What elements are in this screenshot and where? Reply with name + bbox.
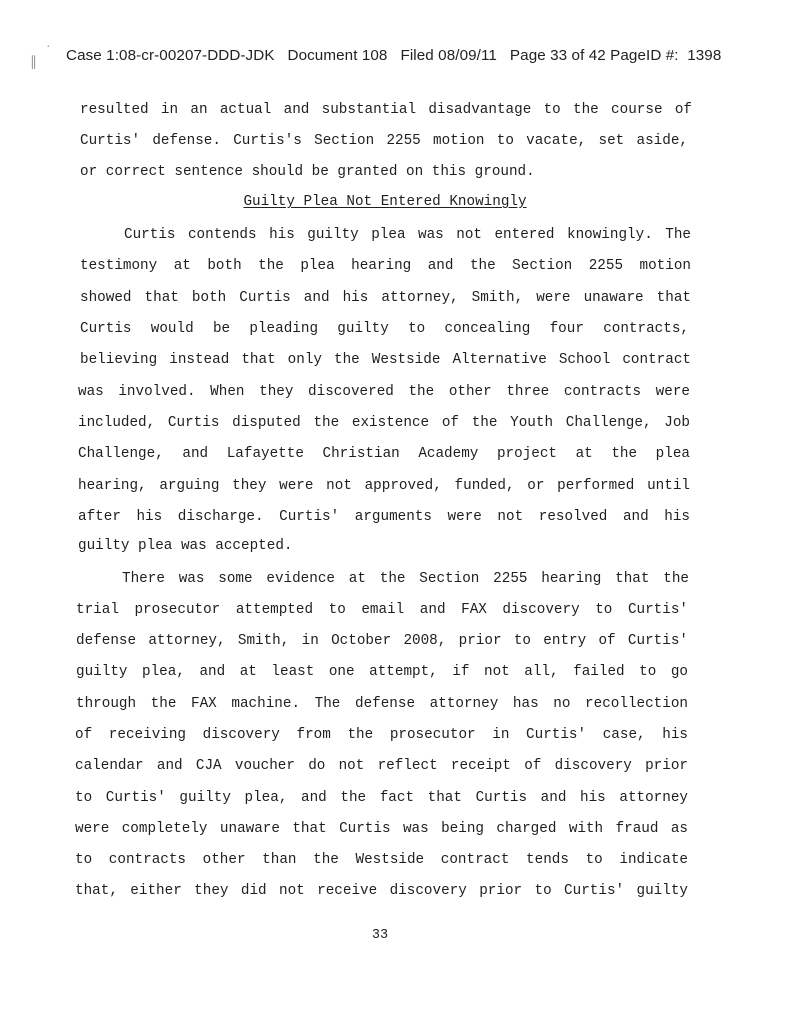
- body-line: defense attorney, Smith, in October 2008, prior to entry of Curtis': [76, 633, 688, 649]
- body-line: were completely unaware that Curtis was being charged with fraud as: [75, 821, 688, 837]
- body-line: to contracts other than the Westside contract tends to indicate: [75, 852, 688, 868]
- body-line: Curtis' defense. Curtis's Section 2255 motion to vacate, set aside,: [80, 133, 688, 149]
- body-line: believing instead that only the Westside Alternative School contract: [80, 352, 691, 368]
- body-line: There was some evidence at the Section 2255 hearing that the: [122, 571, 689, 587]
- body-line: that, either they did not receive discovery prior to Curtis' guilty: [75, 883, 688, 899]
- body-line: calendar and CJA voucher do not reflect receipt of discovery prior: [75, 758, 688, 774]
- scan-mark: ·: [46, 40, 51, 55]
- body-line: after his discharge. Curtis' arguments were not resolved and his: [78, 509, 690, 525]
- body-line: testimony at both the plea hearing and the Section 2255 motion: [80, 258, 691, 274]
- body-line: Curtis would be pleading guilty to concealing four contracts,: [80, 321, 689, 337]
- section-heading: Guilty Plea Not Entered Knowingly: [243, 194, 527, 210]
- body-line: showed that both Curtis and his attorney, Smith, were unaware that: [80, 290, 691, 306]
- body-line: included, Curtis disputed the existence of the Youth Challenge, Job: [78, 415, 690, 431]
- body-line: guilty plea, and at least one attempt, if not all, failed to go: [76, 664, 688, 680]
- body-line: was involved. When they discovered the other three contracts were: [78, 384, 690, 400]
- body-line: to Curtis' guilty plea, and the fact that Curtis and his attorney: [75, 790, 688, 806]
- page-number: 33: [371, 928, 389, 943]
- body-line: trial prosecutor attempted to email and FAX discovery to Curtis': [76, 602, 688, 618]
- scan-mark: ∥: [30, 55, 37, 70]
- body-line: through the FAX machine. The defense attorney has no recollection: [76, 696, 688, 712]
- body-line: Challenge, and Lafayette Christian Academy project at the plea: [78, 446, 690, 462]
- body-line: Curtis contends his guilty plea was not entered knowingly. The: [124, 227, 691, 243]
- body-line: of receiving discovery from the prosecutor in Curtis' case, his: [75, 727, 688, 743]
- body-line: hearing, arguing they were not approved, funded, or performed until: [78, 478, 690, 494]
- body-line: guilty plea was accepted.: [78, 538, 293, 554]
- body-line: resulted in an actual and substantial disadvantage to the course of: [80, 102, 692, 118]
- body-line: or correct sentence should be granted on this ground.: [80, 164, 535, 180]
- case-header: Case 1:08-cr-00207-DDD-JDK Document 108 Filed 08/09/11 Page 33 of 42 PageID #: 1398: [66, 47, 722, 64]
